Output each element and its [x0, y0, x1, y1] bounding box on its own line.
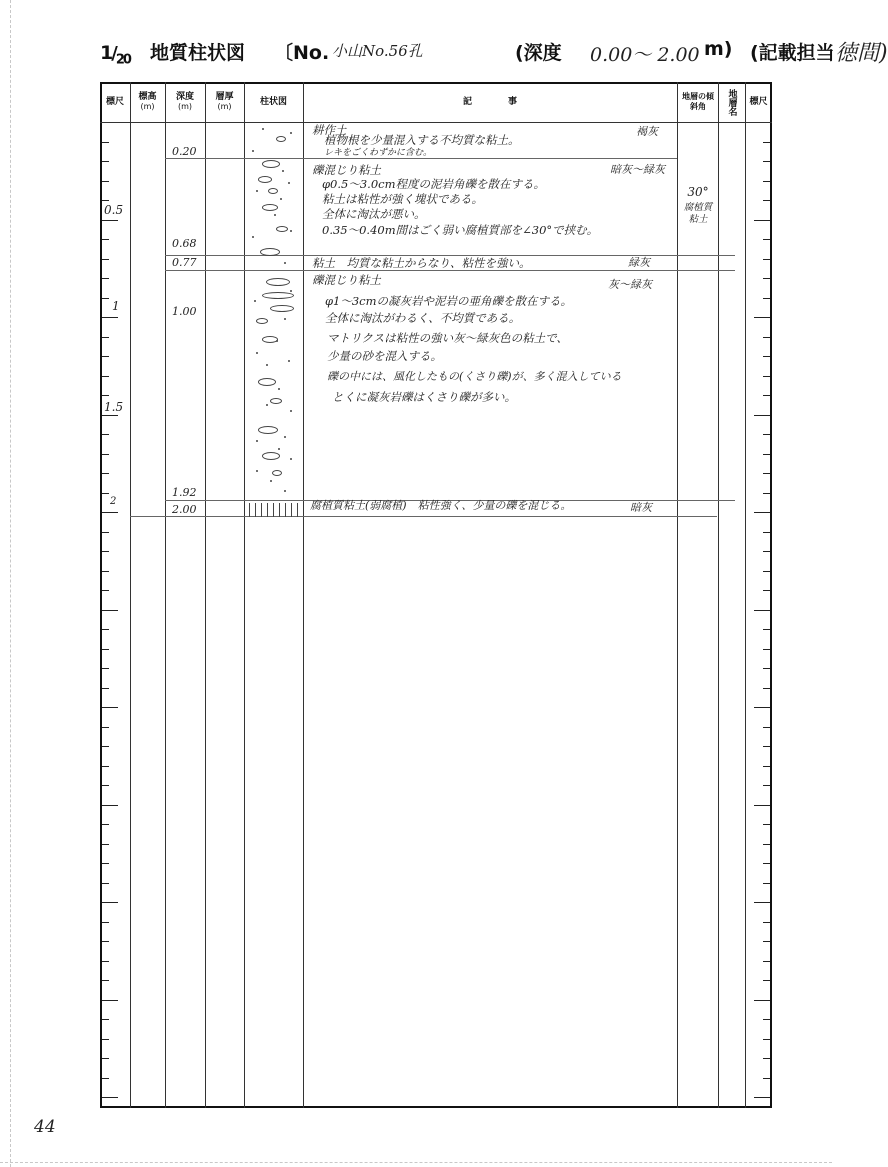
dip-angle: 30° [687, 185, 709, 199]
scale-tick-right [754, 415, 770, 416]
scale-tick-right [763, 239, 770, 240]
scale-tick-left [102, 1019, 109, 1020]
scale-tick-right [763, 727, 770, 728]
layer-description-line: 全体に淘汰がわるく、不均質である。 [325, 311, 521, 325]
matrix-dot [270, 480, 272, 482]
matrix-dot [290, 410, 292, 412]
scale-tick-right [754, 1097, 770, 1098]
humus-root-symbol [255, 503, 256, 517]
scale-tick-right [763, 785, 770, 786]
scale-tick-right [754, 707, 770, 708]
depth-value: 2.00 [172, 503, 197, 516]
layer-description-line: φ1〜3cmの凝灰岩や泥岩の亜角礫を散在する。 [325, 294, 573, 308]
scale-tick-right [763, 395, 770, 396]
scale-tick-right [763, 590, 770, 591]
scale-tick-left [102, 551, 109, 552]
matrix-dot [256, 440, 258, 442]
layer-color: 暗灰 [630, 501, 652, 514]
scale-tick-right [763, 532, 770, 533]
gravel-symbol [258, 426, 278, 434]
col-depth: 深度 (m) [175, 92, 194, 111]
dip-layer-label: 腐植質粘土 [683, 202, 713, 225]
gravel-symbol [268, 188, 278, 194]
matrix-dot [284, 436, 286, 438]
gravel-symbol [256, 318, 268, 324]
no-label: 〔No. [274, 42, 330, 64]
scale-tick-right [763, 629, 770, 630]
scale-tick-left [102, 1000, 118, 1001]
scale-tick-left [102, 766, 109, 767]
scale-tick-left [102, 337, 109, 338]
depth-value: 1.00 [172, 305, 197, 318]
col-description: 記 事 [462, 97, 517, 107]
layer-description-line: マトリクスは粘性の強い灰〜緑灰色の粘土で、 [327, 331, 568, 345]
scale-tick-left [102, 317, 118, 318]
depth-value: 0.77 [172, 256, 197, 269]
gravel-symbol [270, 398, 282, 404]
scale-tick-left [102, 824, 109, 825]
col-stratum: 地層名 [726, 88, 737, 116]
scale-tick-left [102, 649, 109, 650]
humus-root-symbol [297, 503, 298, 517]
layer-name: 粘土 均質な粘土からなり、粘性を強い。 [312, 256, 531, 270]
scale-tick-left [102, 961, 109, 962]
matrix-dot [256, 470, 258, 472]
col-thickness: 層厚 (m) [215, 92, 234, 111]
scale-tick-left [102, 707, 118, 708]
scale-tick-left [102, 941, 109, 942]
scale-tick-right [763, 551, 770, 552]
matrix-dot [256, 190, 258, 192]
column-divider [244, 82, 245, 1108]
humus-root-symbol [291, 503, 292, 517]
layer-color: 灰〜緑灰 [608, 278, 652, 291]
scale-tick-right [763, 1078, 770, 1079]
sheet-title: 地質柱状図 [150, 42, 246, 64]
scale-tick-right [763, 961, 770, 962]
scale-tick-left [102, 356, 109, 357]
humus-root-symbol [279, 503, 280, 517]
matrix-dot [282, 170, 284, 172]
matrix-dot [278, 448, 280, 450]
layer-description-line: φ0.5〜3.0cm程度の泥岩角礫を散在する。 [322, 177, 545, 191]
scale-tick-left [102, 395, 109, 396]
layer-color: 緑灰 [628, 256, 650, 269]
scale-tick-right [754, 1000, 770, 1001]
scale-tick-right [763, 863, 770, 864]
matrix-dot [256, 352, 258, 354]
layer-name: 礫混じり粘土 [312, 273, 381, 287]
scale-tick-right [763, 356, 770, 357]
scale-tick-right [754, 317, 770, 318]
scale-tick-left [102, 610, 118, 611]
scale-tick-left [102, 980, 109, 981]
gravel-symbol [262, 452, 280, 460]
col-elevation: 標高 (m) [138, 92, 157, 111]
scale-tick-right [763, 161, 770, 162]
scale-tick-left [102, 1097, 118, 1098]
layer-description-line: 粘土は粘性が強く塊状である。 [322, 192, 483, 206]
sheet-header [100, 38, 888, 74]
gravel-symbol [260, 248, 280, 256]
scale-tick-right [763, 941, 770, 942]
scale-tick-right [763, 766, 770, 767]
scale-fraction: $1/_{20}$ [100, 42, 130, 68]
scale-tick-left [102, 434, 109, 435]
humus-root-symbol [285, 503, 286, 517]
matrix-dot [274, 214, 276, 216]
gravel-symbol [262, 204, 278, 211]
matrix-dot [290, 290, 292, 292]
matrix-dot [284, 318, 286, 320]
scale-tick-right [763, 922, 770, 923]
gravel-symbol [258, 176, 272, 183]
header-row-divider [100, 122, 772, 123]
scale-tick-right [763, 824, 770, 825]
gravel-symbol [262, 292, 294, 299]
scale-tick-right [763, 1039, 770, 1040]
charge-person: 徳間) [835, 41, 888, 66]
scale-tick-left [102, 590, 109, 591]
layer-description-line: とくに凝灰岩礫はくさり礫が多い。 [332, 390, 516, 404]
layer-name: 耕作土 [312, 123, 347, 137]
humus-root-symbol [273, 503, 274, 517]
matrix-dot [252, 236, 254, 238]
matrix-dot [276, 340, 278, 342]
depth-label: (深度 [515, 42, 562, 64]
scale-tick-right [763, 337, 770, 338]
layer-name: 礫混じり粘土 [312, 163, 381, 177]
scale-tick-right [763, 1058, 770, 1059]
depth-unit: m) [704, 38, 733, 60]
scale-tick-left [102, 1058, 109, 1059]
scale-tick-left [102, 629, 109, 630]
charge-label: (記載担当 [750, 42, 835, 64]
layer-description-line: 礫の中には、風化したもの(くさり礫)が、多く混入している [327, 370, 622, 383]
layer-description-line: 少量の砂を混入する。 [327, 349, 442, 363]
scale-tick-left [102, 454, 109, 455]
gravel-symbol [262, 160, 280, 168]
scale-label: 0.5 [104, 203, 124, 217]
col-scale-left: 標尺 [105, 97, 124, 107]
scale-tick-left [102, 493, 109, 494]
col-scale-right: 標尺 [749, 97, 768, 107]
matrix-dot [284, 490, 286, 492]
scale-tick-right [763, 883, 770, 884]
gravel-symbol [276, 136, 286, 142]
scale-tick-left [102, 278, 109, 279]
scale-tick-right [763, 649, 770, 650]
scale-tick-left [102, 883, 109, 884]
scale-tick-left [102, 1039, 109, 1040]
page-edge-bottom [0, 1162, 832, 1163]
layer-description-line: 0.35〜0.40m間はごく弱い腐植質部を∠30°で挟む。 [322, 223, 599, 237]
scale-tick-right [763, 376, 770, 377]
matrix-dot [266, 404, 268, 406]
scale-tick-right [763, 200, 770, 201]
scale-tick-right [763, 142, 770, 143]
scale-tick-left [102, 181, 109, 182]
scale-tick-left [102, 668, 109, 669]
scale-tick-right [763, 493, 770, 494]
scale-tick-right [763, 668, 770, 669]
scale-tick-left [102, 863, 109, 864]
scale-tick-right [754, 902, 770, 903]
scale-tick-left [102, 415, 118, 416]
scale-tick-right [763, 454, 770, 455]
gravel-symbol [258, 378, 276, 386]
column-divider [130, 82, 131, 1108]
layer-description-line: 全体に淘汰が悪い。 [322, 207, 426, 221]
borehole-number: 小山No.56孔 [332, 42, 423, 60]
scale-tick-left [102, 571, 109, 572]
matrix-dot [290, 230, 292, 232]
depth-value: 0.20 [172, 145, 197, 158]
scale-tick-right [754, 220, 770, 221]
scale-tick-left [102, 746, 109, 747]
scale-tick-left [102, 473, 109, 474]
scale-tick-left [102, 844, 109, 845]
col-dip: 地層の傾斜角 [682, 92, 714, 111]
scale-label: 2 [110, 496, 117, 507]
matrix-dot [288, 360, 290, 362]
matrix-dot [254, 300, 256, 302]
matrix-dot [280, 198, 282, 200]
humus-root-symbol [249, 503, 250, 517]
scale-tick-left [102, 688, 109, 689]
scale-tick-left [102, 259, 109, 260]
matrix-dot [290, 458, 292, 460]
scale-tick-right [763, 746, 770, 747]
gravel-symbol [272, 470, 282, 476]
layer-description-line: 腐植質粘土(弱腐植) 粘性強く、少量の礫を混じる。 [310, 499, 572, 512]
scale-tick-right [763, 980, 770, 981]
gravel-symbol [266, 278, 290, 286]
scale-tick-right [763, 298, 770, 299]
column-divider [745, 82, 746, 1108]
page-edge-left [10, 0, 11, 1167]
scale-tick-left [102, 902, 118, 903]
scale-tick-left [102, 785, 109, 786]
matrix-dot [288, 182, 290, 184]
layer-color: 褐灰 [636, 125, 658, 138]
scale-tick-left [102, 532, 109, 533]
depth-value: 1.92 [172, 486, 197, 499]
column-divider [303, 82, 304, 1108]
scale-tick-right [763, 571, 770, 572]
scale-tick-left [102, 727, 109, 728]
gravel-symbol [276, 226, 288, 232]
scale-tick-right [754, 610, 770, 611]
scale-tick-right [763, 181, 770, 182]
scale-tick-right [763, 278, 770, 279]
scale-tick-right [763, 259, 770, 260]
matrix-dot [266, 364, 268, 366]
scale-tick-left [102, 200, 109, 201]
matrix-dot [290, 132, 292, 134]
scale-tick-left [102, 298, 109, 299]
scale-tick-left [102, 805, 118, 806]
depth-value: 0.68 [172, 237, 197, 250]
scale-tick-right [754, 805, 770, 806]
scale-tick-right [763, 1019, 770, 1020]
scale-label: 1.5 [104, 400, 124, 414]
scale-tick-right [754, 512, 770, 513]
scale-tick-left [102, 220, 118, 221]
scale-tick-left [102, 512, 118, 513]
matrix-dot [284, 262, 286, 264]
scale-tick-right [763, 688, 770, 689]
column-divider [718, 82, 719, 1108]
column-divider [677, 82, 678, 1108]
scale-tick-right [763, 473, 770, 474]
column-divider [205, 82, 206, 1108]
layer-boundary [130, 516, 717, 517]
humus-root-symbol [267, 503, 268, 517]
scale-tick-left [102, 1078, 109, 1079]
scale-tick-left [102, 922, 109, 923]
scale-tick-right [763, 434, 770, 435]
page-number: 44 [34, 1117, 56, 1137]
column-divider [165, 82, 166, 1108]
matrix-dot [262, 128, 264, 130]
humus-root-symbol [261, 503, 262, 517]
layer-boundary [165, 270, 735, 271]
matrix-dot [252, 150, 254, 152]
layer-description-line: レキをごくわずかに含む。 [324, 148, 433, 158]
scale-tick-left [102, 142, 109, 143]
matrix-dot [278, 388, 280, 390]
scale-tick-left [102, 239, 109, 240]
layer-color: 暗灰〜緑灰 [610, 163, 665, 176]
col-column: 柱状図 [259, 97, 287, 107]
scale-label: 1 [112, 299, 120, 313]
layer-description-line: 植物根を少量混入する不均質な粘土。 [324, 133, 520, 147]
scale-tick-left [102, 376, 109, 377]
gravel-symbol [270, 305, 294, 312]
depth-range: 0.00〜 2.00 [590, 44, 700, 66]
scale-tick-left [102, 161, 109, 162]
scale-tick-right [763, 844, 770, 845]
